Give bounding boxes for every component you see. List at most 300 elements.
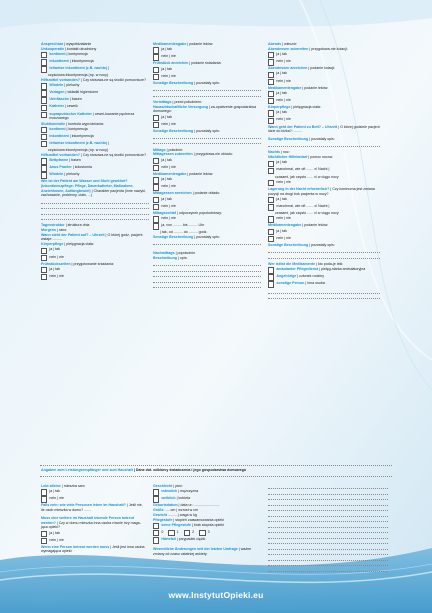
option: nein | nie (49, 274, 64, 278)
section-heading: Ansprechbar (41, 42, 64, 46)
option-pl: | pielęg-niarka ambulatoryjna (318, 267, 366, 272)
question-de: Sonstige Beschreibung (268, 242, 309, 247)
option: nein | nie (161, 203, 176, 208)
care-level-3: 3 (207, 529, 210, 534)
section-heading-pl: | Dane dot. odbiorcy świadczenia i jego gospodarstwa domowego (132, 468, 247, 472)
checkbox-row[interactable] (41, 267, 149, 273)
checkbox[interactable] (268, 197, 274, 203)
answer-line[interactable] (41, 215, 149, 220)
answer-line[interactable] (268, 253, 380, 258)
checkbox[interactable] (41, 59, 47, 65)
checkbox-row[interactable] (268, 274, 380, 280)
checkbox-row[interactable] (41, 141, 149, 147)
answer-line[interactable] (268, 517, 388, 522)
checkbox[interactable] (268, 168, 274, 174)
question-pl: | podanie leków: (186, 42, 214, 46)
checkbox[interactable] (268, 161, 274, 167)
checkbox[interactable] (168, 530, 174, 536)
checkbox-row[interactable] (41, 255, 149, 261)
question-pl: | pozostały opis: (193, 128, 220, 133)
question-de: Sonstige Beschreibung (153, 234, 194, 239)
checkbox-row[interactable] (268, 197, 380, 203)
checkbox[interactable] (41, 172, 47, 178)
checkbox[interactable] (41, 83, 47, 89)
question-pl: | przygotowa-nie kolacji: (308, 46, 348, 51)
checkbox[interactable] (153, 54, 159, 60)
checkbox-row[interactable] (41, 496, 147, 502)
option: nein | nie (276, 216, 291, 221)
option: ja | tak (276, 52, 287, 56)
question-pl: | przygotowa-nie obiadu: (192, 152, 233, 157)
question-pl: ..........| waga w kg (166, 512, 197, 517)
checkbox[interactable] (41, 165, 47, 171)
checkbox-row[interactable] (153, 523, 259, 529)
question-de: Falls nein: wie viele Personen leben im Haushalt? (41, 503, 126, 508)
checkbox-row[interactable] (153, 204, 261, 210)
question-pl: | pozostały opis: (308, 242, 335, 247)
option-continuation: czasami, jak często ...... x/ w ciągu nocy (275, 211, 339, 216)
checkbox-row[interactable] (268, 79, 380, 85)
checkbox[interactable] (153, 47, 159, 53)
question-de: Lagerung in der Nacht erforderlich? (268, 186, 330, 191)
label: | przed południem: (171, 99, 203, 104)
option-pl: | przypadek ciężki (175, 537, 206, 542)
question-de: Sonstige Beschreibung (153, 128, 194, 133)
question-pl: ......cm | wzrost w cm (163, 508, 199, 513)
question-pl: | O której godz. pacjent wstaje: ......... (41, 232, 143, 242)
option-de: kontinent (49, 126, 66, 131)
option-pl: | kolostomia (71, 165, 92, 170)
checkbox-row[interactable] (153, 115, 261, 121)
checkbox-row[interactable] (268, 71, 380, 77)
checkbox[interactable] (41, 90, 47, 96)
question-pl: | podanie leków: (301, 85, 329, 90)
checkbox[interactable] (41, 531, 47, 537)
answer-line[interactable] (268, 248, 380, 253)
checkbox[interactable] (41, 105, 47, 111)
option-de: keine Pflegestufe (161, 522, 191, 527)
question-pl: | podanie obiadu: (191, 191, 221, 196)
checkbox[interactable] (41, 141, 47, 147)
answer-line[interactable] (268, 501, 388, 506)
checkbox[interactable] (41, 134, 47, 140)
checkbox[interactable] (41, 489, 47, 495)
answer-line[interactable] (268, 567, 388, 572)
answer-line[interactable] (268, 495, 388, 500)
checkbox[interactable] (41, 66, 47, 72)
option-de: inkontinent (49, 133, 69, 138)
checkbox[interactable] (153, 489, 159, 495)
checkbox-row[interactable] (268, 110, 380, 116)
option-pl: | basen (68, 97, 82, 102)
bottom-middle (153, 484, 259, 557)
option-de: Bettpfanne (49, 158, 69, 163)
option-de: Katheter (49, 104, 64, 109)
option-pl: | brak stopnia opieki (190, 522, 224, 527)
option-continuation: | tak, od ......... do ......... godz. (160, 230, 208, 235)
option-pl: | inna osoba (304, 281, 325, 286)
checkbox-row[interactable] (153, 158, 261, 164)
question-pl: | pielęgnacja ciała: (290, 105, 321, 110)
question-pl: | data ur.: ......................... (177, 503, 220, 508)
checkbox[interactable] (153, 74, 159, 80)
checkbox[interactable] (41, 97, 47, 103)
checkbox-row[interactable] (41, 83, 149, 89)
checkbox-row[interactable] (41, 59, 149, 65)
option: nein | nie (161, 164, 176, 169)
question-pl: | Czy konieczna jest zmiana pozycji na drugi bok pacjenta w nocy? (268, 186, 375, 196)
question-de: Muss eine weitere im Haushalt lebende Person betreut werden? (41, 515, 135, 525)
answer-line[interactable] (268, 490, 388, 495)
care-level-row (153, 530, 259, 536)
checkbox[interactable] (268, 180, 274, 186)
answer-line[interactable] (153, 91, 261, 96)
checkbox-row[interactable] (41, 134, 149, 140)
question-de: Medikamentengabe (153, 171, 187, 176)
option-pl: | pieluchy (63, 83, 80, 88)
footer-website[interactable]: www.InstytutOpieki.eu (168, 590, 264, 600)
bottom-right-lines (268, 484, 388, 572)
checkbox[interactable] (268, 274, 274, 280)
option: nein | nie (161, 54, 176, 59)
option: nein | nie (49, 254, 64, 259)
question-pl: | O której godzinie pacjent idzie do łóżka?: ........ (268, 124, 380, 134)
checkbox[interactable] (153, 197, 159, 203)
option-pl: | pieluchy (63, 172, 80, 177)
checkbox-row[interactable] (268, 216, 380, 222)
question-pl: | Charakter pacjenta (inne nawyki, zachowanie, problemy, ciało, ...) (41, 188, 146, 198)
option-pl: | (107, 66, 110, 71)
checkbox-row[interactable] (153, 216, 261, 222)
option-de: Vorlagen (49, 90, 65, 95)
option-de: weiblich (161, 496, 176, 501)
option-pl: | wkładki higieniczne (64, 90, 99, 95)
checkbox-row[interactable] (41, 538, 147, 544)
option: ja | tak (161, 157, 172, 162)
checkbox[interactable] (153, 496, 159, 502)
option-de: Angehörige (276, 274, 297, 279)
option: manchmal, wie oft ....... x/ Nacht | (276, 204, 330, 209)
checkbox-row[interactable] (153, 537, 259, 543)
checkbox-row[interactable] (153, 184, 261, 190)
answer-line[interactable] (153, 261, 261, 266)
answer-line[interactable] (153, 240, 261, 245)
checkbox-row[interactable] (268, 229, 380, 235)
question-pl: | za-opatrzenie gospodarstwa domowego: (153, 104, 257, 114)
question-pl: | pozostały opis: (308, 136, 335, 141)
question-de: Medikamentengabe (153, 42, 187, 46)
question-pl: | podanie leków: (186, 171, 214, 176)
column-middle (153, 42, 261, 289)
option: ja | tak (161, 114, 172, 119)
checkbox[interactable] (268, 59, 274, 65)
answer-line[interactable] (153, 139, 261, 144)
checkbox[interactable] (153, 177, 159, 183)
checkbox[interactable] (153, 530, 159, 536)
checkbox[interactable] (153, 216, 159, 222)
checkbox-row[interactable] (268, 281, 380, 287)
checkbox[interactable] (268, 52, 274, 58)
checkbox-row[interactable] (268, 98, 380, 104)
option-pl: | inkontynencja (68, 133, 94, 138)
checkbox-row[interactable] (41, 247, 149, 253)
option-continuation: częściowa inkontynencja (np. w nocy) (48, 73, 109, 78)
care-level-2: 2 (192, 529, 195, 534)
checkbox-row[interactable] (268, 59, 380, 65)
checkbox-row[interactable] (41, 274, 149, 280)
checkbox[interactable] (153, 223, 159, 229)
checkbox-row[interactable] (268, 167, 380, 173)
checkbox-row[interactable] (41, 97, 149, 103)
option: ja | tak (49, 530, 60, 535)
care-level-0: 0 (161, 529, 164, 534)
option-continuation: czasami, jak często ...... x/ w ciągu nocy (275, 174, 339, 179)
option: ja | tak (276, 90, 287, 95)
checkbox-row[interactable] (268, 180, 380, 186)
checkbox[interactable] (268, 98, 274, 104)
checkbox-row[interactable] (153, 67, 261, 73)
checkbox-row[interactable] (153, 54, 261, 60)
question-de: Mittagsschlaf (153, 210, 176, 215)
checkbox-row[interactable] (41, 112, 149, 121)
checkbox[interactable] (153, 67, 159, 73)
question-pl: | Jeśli nie, ile osób mieszka w domu? ....... (41, 503, 143, 513)
option-de: Urinflasche (49, 97, 69, 102)
answer-line[interactable] (41, 209, 149, 214)
answer-line[interactable] (268, 142, 380, 147)
option: nein | nie (161, 121, 176, 126)
checkbox-row[interactable] (153, 489, 259, 495)
label: | wyspółdziałanie (63, 42, 92, 46)
option-pl: | (107, 141, 110, 145)
question-de: Geburtsdatum (153, 503, 178, 508)
checkbox-row[interactable] (153, 496, 259, 502)
question-pl: | podanie leków: (301, 223, 329, 228)
option: ja | tak (49, 266, 60, 271)
care-level-1: 1 (176, 529, 179, 534)
question-pl: | mieszka sam (60, 484, 85, 488)
question-de: Wesentliche Änderungen seit der letzten Umfrage (153, 547, 238, 552)
question-de: Wenn eine Person betreut werden muss (41, 544, 110, 549)
section-divider (40, 465, 392, 466)
label: | noc: (279, 150, 290, 155)
checkbox-row[interactable] (268, 267, 380, 273)
checkbox[interactable] (41, 158, 47, 164)
answer-line[interactable] (268, 288, 380, 293)
checkbox[interactable] (153, 184, 159, 190)
checkbox-row[interactable] (153, 74, 261, 80)
checkbox[interactable] (153, 523, 159, 529)
answer-line[interactable] (153, 134, 261, 139)
checkbox-row[interactable] (41, 127, 149, 133)
question-de: Medikamentengabe (268, 223, 302, 228)
checkbox-row[interactable] (41, 90, 149, 96)
answer-line[interactable] (153, 86, 261, 91)
checkbox[interactable] (41, 267, 47, 273)
option: nein | nie (276, 179, 291, 184)
option: ja | tak (49, 489, 60, 494)
checkbox[interactable] (41, 538, 47, 544)
option: ja, von ......... bis ......... Uhr (161, 223, 205, 228)
question-de: Größe (153, 508, 164, 513)
checkbox[interactable] (268, 79, 274, 85)
checkbox[interactable] (41, 248, 47, 254)
checkbox-row[interactable] (41, 172, 149, 178)
answer-line[interactable] (268, 539, 388, 544)
checkbox[interactable] (268, 281, 274, 287)
option-de: sonstige Person (276, 281, 305, 286)
option: nein | nie (161, 73, 176, 78)
checkbox[interactable] (41, 52, 47, 58)
answer-line[interactable] (268, 294, 380, 299)
checkbox-row[interactable] (153, 223, 261, 229)
question-de: Lebt alleine (41, 484, 61, 488)
option-de: Anus Praeter (49, 165, 72, 170)
checkbox-row[interactable] (153, 177, 261, 183)
question-de: Frühstückszeiten (41, 261, 71, 266)
option-de: Härtefall (161, 537, 176, 542)
question-de: Gewicht (153, 512, 167, 517)
answer-line[interactable] (268, 561, 388, 566)
checkbox[interactable] (41, 274, 47, 280)
bottom-header (41, 468, 391, 473)
checkbox-row[interactable] (153, 197, 261, 203)
label: | rano: (55, 228, 68, 233)
option-pl: | inkontynencja (68, 59, 94, 64)
option: ja | tak (161, 196, 172, 201)
option: ja | tak (276, 110, 287, 115)
question-de: Mittagessen anreichen (153, 191, 192, 196)
checkbox-row[interactable] (153, 122, 261, 128)
question-pl: | stopień zaawansowania opieki (172, 517, 224, 522)
question-de: Sonstige Beschreibung (268, 136, 309, 141)
answer-line[interactable] (268, 545, 388, 550)
option: ja | tak (161, 177, 172, 182)
question-pl: | pomoc nocna: (307, 155, 333, 160)
answer-line[interactable] (268, 528, 388, 533)
label: | struktura dnia (64, 223, 90, 228)
option-pl: | cewnik (63, 104, 78, 109)
checkbox[interactable] (153, 122, 159, 128)
option: nein | nie (276, 97, 291, 102)
question-de: Mittagessen zubereiten (153, 152, 193, 157)
checkbox-row[interactable] (41, 531, 147, 537)
section-heading: Nachts (268, 150, 280, 155)
option: ja | tak (276, 196, 287, 201)
answer-line[interactable] (153, 283, 261, 288)
checkbox[interactable] (268, 72, 274, 78)
checkbox-row[interactable] (41, 104, 149, 110)
checkbox-row[interactable] (268, 160, 380, 166)
option-pl: | członek rodziny (296, 274, 325, 279)
checkbox-row[interactable] (268, 117, 380, 123)
checkbox[interactable] (268, 204, 274, 210)
option-de: ambulanter Pflegedienst (276, 267, 319, 272)
checkbox-row[interactable] (41, 52, 149, 58)
answer-line[interactable] (153, 267, 261, 272)
subheading: Morgens (41, 228, 56, 233)
answer-line[interactable] (268, 484, 388, 489)
checkbox-row[interactable] (153, 165, 261, 171)
checkbox[interactable] (268, 236, 274, 242)
option-de: teilweise inkontinent (z.B. nachts) (49, 141, 108, 145)
question-de: Nächtlicher Hilfebedarf (268, 155, 308, 160)
checkbox[interactable] (41, 127, 47, 133)
checkbox[interactable] (199, 530, 205, 536)
checkbox[interactable] (41, 255, 47, 261)
question-de: Abendessen zubereiten (268, 46, 309, 51)
question-de: Körperpflege (41, 242, 64, 247)
checkbox-row[interactable] (153, 47, 261, 53)
checkbox-row[interactable] (41, 165, 149, 171)
answer-line[interactable] (268, 550, 388, 555)
option: manchmal, wie oft ....... x/ Nacht | (276, 167, 330, 172)
checkbox[interactable] (268, 229, 274, 235)
option-pl: | mężczyzna (177, 489, 199, 494)
answer-line[interactable] (41, 204, 149, 209)
checkbox[interactable] (268, 110, 274, 116)
checkbox-row[interactable] (268, 52, 380, 58)
checkbox[interactable] (268, 91, 274, 97)
checkbox[interactable] (41, 112, 47, 118)
checkbox[interactable] (268, 267, 274, 273)
question-pl: | pozostały opis: (193, 80, 220, 85)
checkbox-row[interactable] (268, 236, 380, 242)
option-pl: | cewni-kowanie pęcherza moczowego (49, 111, 135, 121)
question-de: Abendessen anreichen (268, 66, 308, 71)
checkbox[interactable] (41, 496, 47, 502)
answer-line[interactable] (41, 198, 149, 203)
option-de: inkontinent (49, 59, 69, 64)
answer-line[interactable] (153, 272, 261, 277)
question-de: Hauswirtschaftliche Versorgung (153, 104, 208, 109)
option: nein | nie (276, 59, 291, 64)
checkbox-row[interactable] (41, 66, 149, 72)
question-pl: | podanie śniadania: (188, 61, 222, 66)
label: | wieczór: (281, 42, 298, 46)
checkbox[interactable] (153, 158, 159, 164)
question-de: Wie ist der Patient am Wasser und Stuhl gewöhnt? (Inkontinenzpflege: Pflege, Dauerkatheter, Maßnahme, Anziehhosen, Auffangbeutel) (41, 179, 134, 193)
question-de: Geschlecht (153, 484, 173, 488)
checkbox[interactable] (153, 204, 159, 210)
checkbox[interactable] (153, 165, 159, 171)
checkbox-row[interactable] (41, 158, 149, 164)
section-heading: Vormittags (153, 99, 172, 104)
label: | kto poda-je leki: (315, 261, 344, 266)
answer-line[interactable] (153, 278, 261, 283)
checkbox-row[interactable] (268, 91, 380, 97)
answer-line[interactable] (268, 534, 388, 539)
checkbox[interactable] (153, 537, 159, 543)
question-de: Medikamentengabe (268, 85, 302, 90)
label-pl: | kontakt utrudniony (63, 46, 97, 51)
checkbox[interactable] (184, 530, 190, 536)
checkbox[interactable] (153, 115, 159, 121)
answer-line[interactable] (268, 523, 388, 528)
question-de: Stuhlkontrolle (41, 121, 66, 126)
option: nein | nie (49, 496, 64, 501)
answer-line[interactable] (268, 512, 388, 517)
checkbox[interactable] (268, 216, 274, 222)
question-pl: | Czy stosowa-ne są środki pomocnicze? (79, 152, 146, 157)
column-right (268, 42, 380, 299)
option: ja | tak (276, 228, 287, 233)
checkbox-row[interactable] (41, 489, 147, 495)
answer-line[interactable] (268, 506, 388, 511)
checkbox-row[interactable] (268, 204, 380, 210)
checkbox[interactable] (268, 118, 274, 124)
answer-line[interactable] (268, 556, 388, 561)
